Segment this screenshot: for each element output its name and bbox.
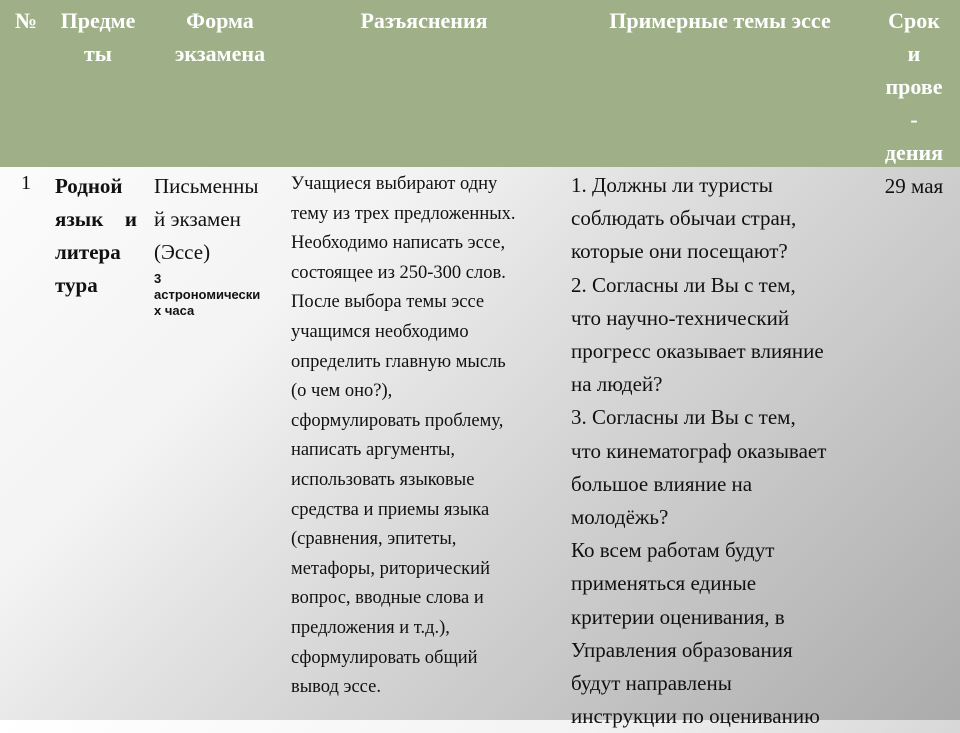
row-subject-line: тура <box>55 273 98 297</box>
row-subject-line: Родной <box>55 174 123 198</box>
row-essay-topics <box>571 169 871 733</box>
notes-line: средства и приемы языка <box>291 499 490 520</box>
row-date: 29 мая <box>884 174 944 198</box>
header-date-line: - <box>910 107 918 132</box>
row-subject-line: язык и <box>55 207 137 231</box>
topic-line: инструкции по оцениванию <box>571 704 820 729</box>
notes-line: метафоры, риторический <box>291 558 490 579</box>
header-exam-form-line: Форма <box>186 8 254 33</box>
topic-line: что кинематограф оказывает <box>571 438 827 463</box>
header-subjects-line: ты <box>84 41 112 66</box>
notes-line: вывод эссе. <box>291 677 381 698</box>
topic-line: будут направлены <box>571 671 732 696</box>
row-number: 1 <box>21 172 31 194</box>
topic-line: большое влияние на <box>571 471 753 496</box>
notes-line: (сравнения, эпитеты, <box>291 529 457 550</box>
topic-line: молодёжь? <box>571 505 669 530</box>
topic-line: Управления образования <box>571 637 793 662</box>
topic-line: применяться единые <box>571 571 757 596</box>
header-exam-form <box>158 4 282 70</box>
row-subject-line: литера <box>55 240 121 264</box>
header-topics: Примерные темы эссе <box>609 8 831 33</box>
row-exam-duration-line: астрономически <box>154 287 261 302</box>
topic-line: 1. Должны ли туристы <box>571 173 773 197</box>
row-exam-duration-line: х часа <box>154 303 195 318</box>
notes-line: сформулировать проблему, <box>291 410 504 431</box>
notes-line: тему из трех предложенных. <box>291 203 516 224</box>
header-number: № <box>14 8 38 33</box>
topic-line: которые они посещают? <box>571 239 788 264</box>
header-date-line: дения <box>884 140 944 165</box>
topic-line: соблюдать обычаи стран, <box>571 206 797 231</box>
notes-line: Необходимо написать эссе, <box>291 233 506 254</box>
header-date <box>878 4 950 169</box>
row-exam-form <box>154 170 279 319</box>
notes-line: определить главную мысль <box>291 351 506 372</box>
header-exam-form-line: экзамена <box>174 41 266 66</box>
topic-line: 3. Согласны ли Вы с тем, <box>571 405 796 430</box>
row-subject <box>55 170 137 302</box>
row-notes <box>291 170 557 703</box>
topic-line: 2. Согласны ли Вы с тем, <box>571 272 796 297</box>
header-date-line: прове <box>885 74 943 99</box>
notes-line: сформулировать общий <box>291 647 478 668</box>
notes-line: состоящее из 250-300 слов. <box>291 262 506 283</box>
notes-line: вопрос, вводные слова и <box>291 588 484 609</box>
topic-line: критерии оценивания, в <box>571 604 785 629</box>
row-exam-form-line: й экзамен <box>154 207 241 231</box>
notes-line: написать аргументы, <box>291 440 455 461</box>
header-date-line: и <box>907 41 921 66</box>
topic-line: прогресс оказывает влияние <box>571 339 824 364</box>
table-header-row <box>0 0 960 167</box>
topic-line: что научно-технический <box>571 305 790 330</box>
topic-line: на людей? <box>571 372 663 397</box>
notes-line: учащимся необходимо <box>291 321 469 342</box>
topic-line: Ко всем работам будут <box>571 538 775 563</box>
row-exam-duration-line: 3 <box>154 271 162 286</box>
notes-line: предложения и т.д.), <box>291 617 450 638</box>
row-exam-duration <box>154 271 279 319</box>
notes-line: (о чем оно?), <box>291 381 393 402</box>
notes-line: Учащиеся выбирают одну <box>291 174 498 194</box>
header-subjects-line: Предме <box>60 8 136 33</box>
header-subjects <box>50 4 146 70</box>
notes-line: После выбора темы эссе <box>291 292 485 313</box>
header-date-line: Срок <box>888 8 940 33</box>
header-notes: Разъяснения <box>360 8 488 33</box>
row-exam-form-line: Письменны <box>154 174 259 198</box>
notes-line: использовать языковые <box>291 469 475 490</box>
row-exam-form-line: (Эссе) <box>154 240 211 264</box>
